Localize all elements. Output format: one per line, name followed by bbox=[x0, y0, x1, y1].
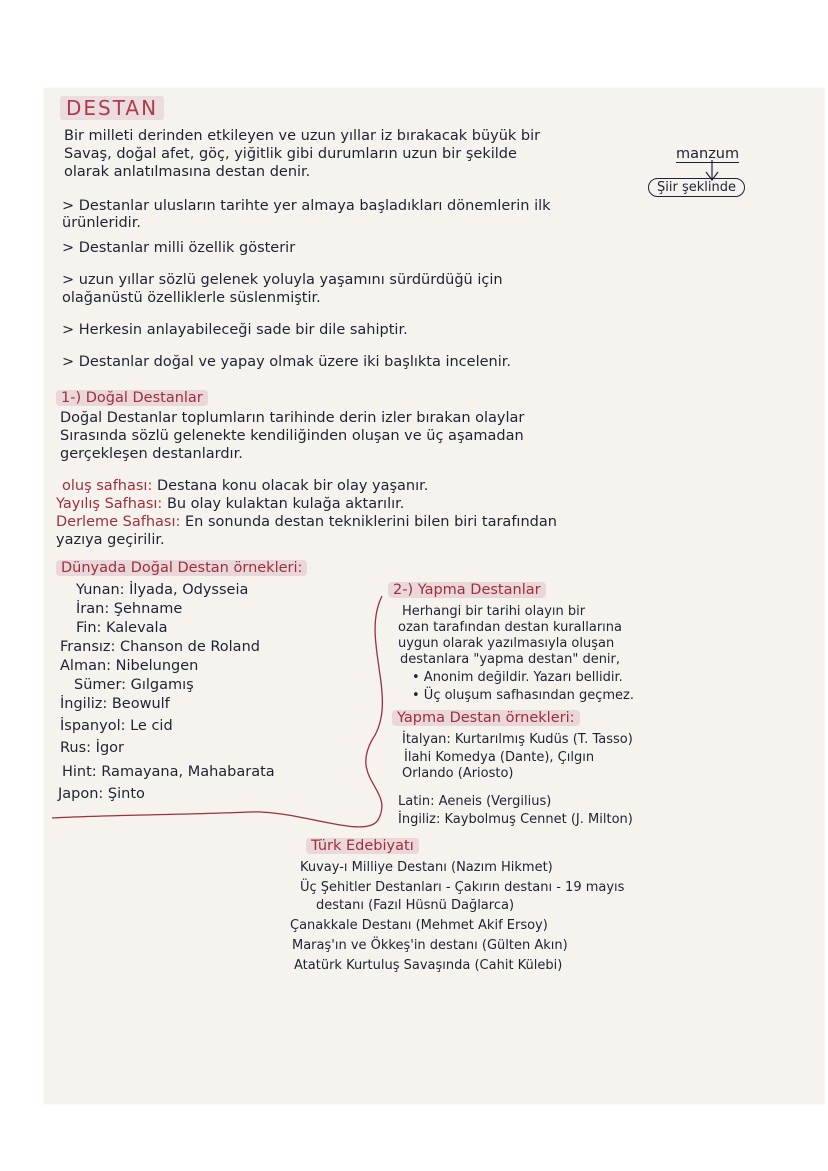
intro-line-1: Bir milleti derinden etkileyen ve uzun yıllar iz bırakacak büyük bir bbox=[64, 128, 541, 144]
world-item: Sümer: Gılgamış bbox=[74, 677, 194, 693]
point-3: > uzun yıllar sözlü gelenek yoluyla yaşamını sürdürdüğü için bbox=[62, 272, 503, 288]
phase-1-label: oluş safhası: bbox=[62, 478, 153, 494]
artificial-example: Latin: Aeneis (Vergilius) bbox=[398, 794, 552, 809]
point-1: > Destanlar ulusların tarihte yer almaya başladıkları dönemlerin ilk bbox=[62, 198, 551, 214]
phase-2-text: Bu olay kulaktan kulağa aktarılır. bbox=[166, 496, 405, 512]
intro-line-2: Savaş, doğal afet, göç, yiğitlik gibi durumların uzun bir şekilde bbox=[64, 146, 517, 162]
artificial-example: İtalyan: Kurtarılmış Kudüs (T. Tasso) bbox=[402, 732, 633, 747]
artificial-example: İlahi Komedya (Dante), Çılgın bbox=[404, 750, 595, 765]
intro-manzum: manzum bbox=[676, 146, 740, 162]
artificial-example: İngiliz: Kaybolmuş Cennet (J. Milton) bbox=[398, 812, 633, 827]
phase-1 bbox=[62, 478, 428, 494]
artificial-line-3: uygun olarak yazılmasıyla oluşan bbox=[398, 636, 615, 651]
artificial-line-1: Herhangi bir tarihi olayın bir bbox=[402, 604, 586, 619]
turkish-literature-heading: Türk Edebiyatı bbox=[306, 838, 419, 854]
turkish-item: Atatürk Kurtuluş Savaşında (Cahit Külebi) bbox=[294, 958, 563, 973]
world-item: İspanyol: Le cid bbox=[60, 718, 173, 734]
artificial-bullet: • Anonim değildir. Yazarı bellidir. bbox=[412, 670, 623, 685]
poetry-form-box: Şiir şeklinde bbox=[648, 178, 745, 197]
turkish-item: Çanakkale Destanı (Mehmet Akif Ersoy) bbox=[290, 918, 548, 933]
page-title: DESTAN bbox=[60, 96, 164, 120]
world-item: Alman: Nibelungen bbox=[60, 658, 199, 674]
natural-line-1: Doğal Destanlar toplumların tarihinde derin izler bırakan olaylar bbox=[60, 410, 525, 426]
world-item: Fin: Kalevala bbox=[76, 620, 168, 636]
point-5: > Destanlar doğal ve yapay olmak üzere iki başlıkta incelenir. bbox=[62, 354, 511, 370]
point-1-cont: ürünleridir. bbox=[62, 215, 141, 231]
point-3-cont: olağanüstü özelliklerle süslenmiştir. bbox=[62, 290, 321, 306]
turkish-item: Üç Şehitler Destanları - Çakırın destanı - 19 mayıs bbox=[300, 880, 625, 895]
world-examples-heading: Dünyada Doğal Destan örnekleri: bbox=[56, 560, 307, 576]
world-item: Japon: Şinto bbox=[58, 786, 145, 802]
artificial-bullet: • Üç oluşum safhasından geçmez. bbox=[412, 688, 634, 703]
point-2: > Destanlar milli özellik gösterir bbox=[62, 240, 296, 256]
artificial-line-4: destanlara "yapma destan" denir, bbox=[400, 652, 621, 667]
phase-2 bbox=[56, 496, 404, 512]
phase-3-cont: yazıya geçirilir. bbox=[56, 532, 165, 548]
artificial-examples-heading: Yapma Destan örnekleri: bbox=[392, 710, 580, 726]
artificial-example: Orlando (Ariosto) bbox=[402, 766, 514, 781]
phase-3-label: Derleme Safhası: bbox=[56, 514, 181, 530]
artificial-line-2: ozan tarafından destan kurallarına bbox=[398, 620, 622, 635]
point-4: > Herkesin anlayabileceği sade bir dile sahiptir. bbox=[62, 322, 408, 338]
world-item: Fransız: Chanson de Roland bbox=[60, 639, 260, 655]
phase-2-label: Yayılış Safhası: bbox=[56, 496, 163, 512]
world-item: Yunan: İlyada, Odysseia bbox=[76, 582, 249, 598]
natural-epics-heading: 1-) Doğal Destanlar bbox=[56, 390, 208, 406]
world-item: Rus: İgor bbox=[60, 740, 124, 756]
phase-3-text: En sonunda destan tekniklerini bilen biri tarafından bbox=[185, 514, 557, 530]
world-item: İran: Şehname bbox=[76, 601, 183, 617]
turkish-item: destanı (Fazıl Hüsnü Dağlarca) bbox=[316, 898, 515, 913]
world-item: İngiliz: Beowulf bbox=[60, 696, 170, 712]
phase-3 bbox=[56, 514, 557, 530]
phase-1-text: Destana konu olacak bir olay yaşanır. bbox=[156, 478, 429, 494]
world-item: Hint: Ramayana, Mahabarata bbox=[62, 764, 275, 780]
intro-line-3: olarak anlatılmasına destan denir. bbox=[64, 164, 311, 180]
artificial-epics-heading: 2-) Yapma Destanlar bbox=[388, 582, 546, 598]
natural-line-3: gerçekleşen destanlardır. bbox=[60, 446, 243, 462]
natural-line-2: Sırasında sözlü gelenekte kendiliğinden oluşan ve üç aşamadan bbox=[60, 428, 524, 444]
turkish-item: Kuvay-ı Milliye Destanı (Nazım Hikmet) bbox=[300, 860, 553, 875]
turkish-item: Maraş'ın ve Ökkeş'in destanı (Gülten Akın) bbox=[292, 938, 568, 953]
